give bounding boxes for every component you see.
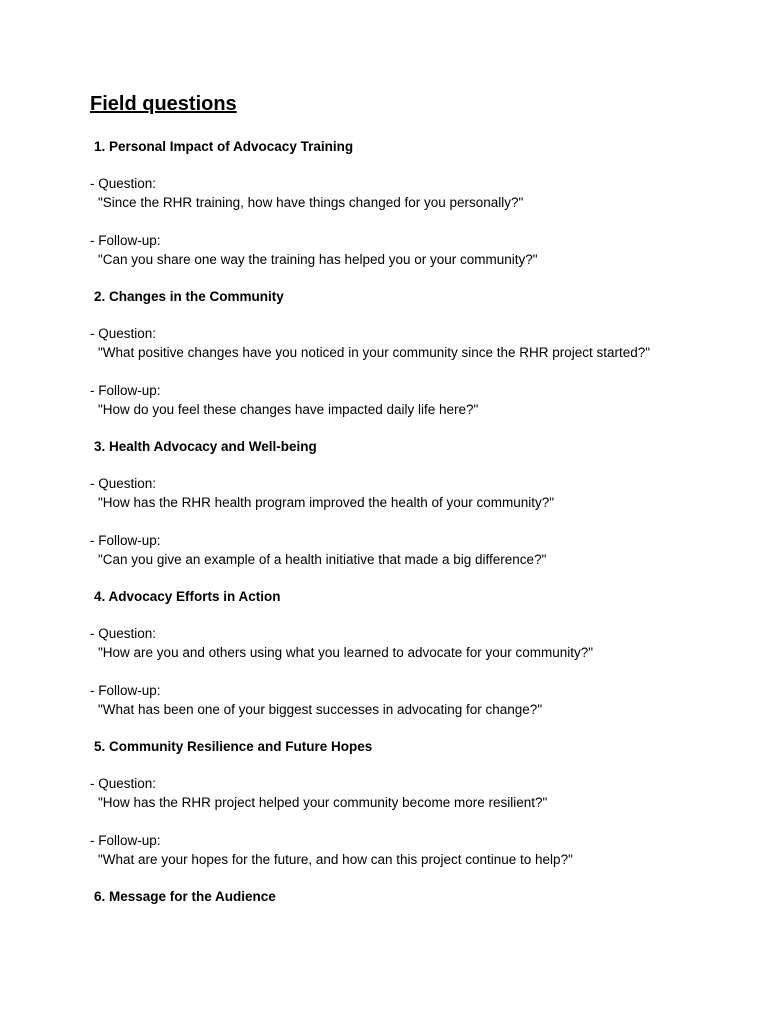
followup-label: - Follow-up: xyxy=(90,833,161,848)
section-heading: 6. Message for the Audience xyxy=(94,889,276,904)
question-label: - Question: xyxy=(90,176,157,191)
question-text: "How has the RHR health program improved the health of your community?" xyxy=(98,495,555,510)
question-label: - Question: xyxy=(90,476,157,491)
question-text: "How has the RHR project helped your community become more resilient?" xyxy=(98,795,548,810)
followup-text: "What has been one of your biggest successes in advocating for change?" xyxy=(98,702,543,717)
question-label: - Question: xyxy=(90,626,157,641)
followup-text: "What are your hopes for the future, and how can this project continue to help?" xyxy=(98,852,573,867)
question-text: "How are you and others using what you learned to advocate for your community?" xyxy=(98,645,594,660)
question-label: - Question: xyxy=(90,776,157,791)
followup-label: - Follow-up: xyxy=(90,383,161,398)
section-heading: 3. Health Advocacy and Well-being xyxy=(94,439,317,454)
followup-text: "Can you share one way the training has helped you or your community?" xyxy=(98,252,538,267)
followup-text: "Can you give an example of a health initiative that made a big difference?" xyxy=(98,552,547,567)
section-heading: 4. Advocacy Efforts in Action xyxy=(94,589,281,604)
followup-text: "How do you feel these changes have impacted daily life here?" xyxy=(98,402,479,417)
section-heading: 2. Changes in the Community xyxy=(94,289,284,304)
question-text: "What positive changes have you noticed in your community since the RHR project started?" xyxy=(98,345,651,360)
followup-label: - Follow-up: xyxy=(90,233,161,248)
followup-label: - Follow-up: xyxy=(90,533,161,548)
document-title: Field questions xyxy=(90,93,237,115)
section-heading: 1. Personal Impact of Advocacy Training xyxy=(94,139,354,154)
question-label: - Question: xyxy=(90,326,157,341)
question-text: "Since the RHR training, how have things changed for you personally?" xyxy=(98,195,524,210)
followup-label: - Follow-up: xyxy=(90,683,161,698)
section-heading: 5. Community Resilience and Future Hopes xyxy=(94,739,373,754)
